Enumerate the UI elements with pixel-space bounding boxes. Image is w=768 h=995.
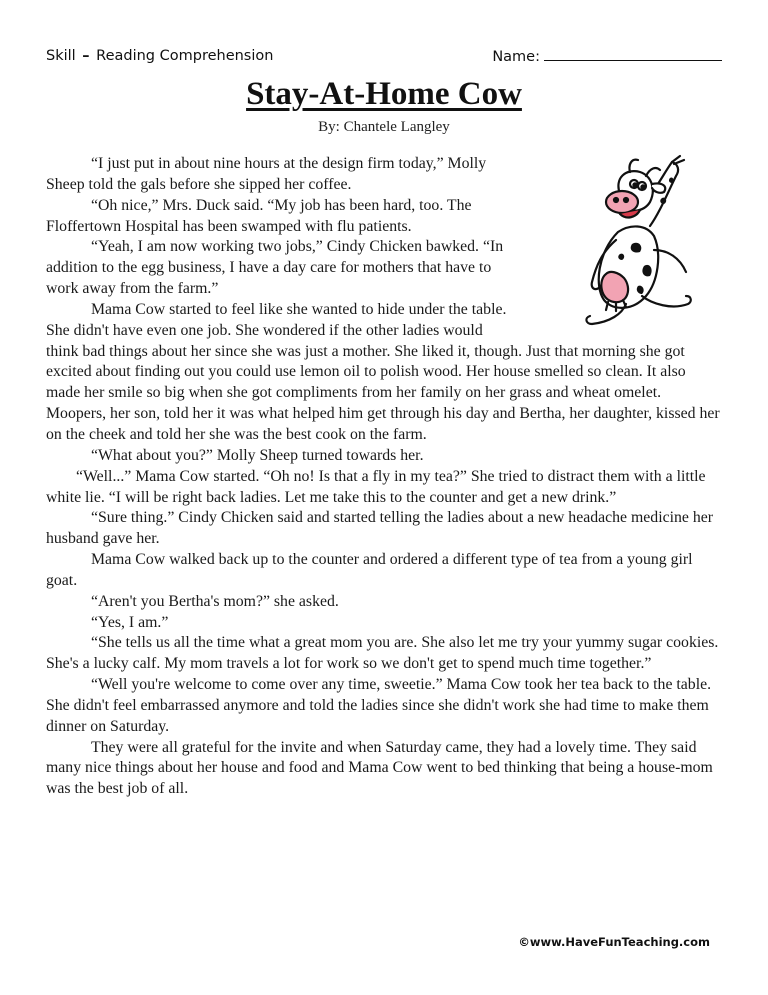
story-paragraph: “Yes, I am.” [91, 613, 169, 631]
footer-copyright: ©www.HaveFunTeaching.com [518, 935, 710, 949]
story-paragraph: “She tells us all the time what a great mom you are. She also let me try your yummy sugar cookies. She's a lucky calf. My mom travels a lot for work so we don't get to spend much time together.” [46, 634, 719, 673]
story-paragraph: They were all grateful for the invite and when Saturday came, they had a lovely time. They said many nice things about her house and food and Mama Cow went to bed thinking that being a house-mom was the best job of all. [46, 738, 713, 798]
story-paragraph: “Yeah, I am now working two jobs,” Cindy Chicken bawked. “In addition to the egg business, I have a day care for mothers that have to work away from the farm.” [46, 238, 504, 298]
cow-illustration [522, 154, 722, 330]
dancing-cow-icon [522, 154, 722, 330]
story-paragraph: “I just put in about nine hours at the design firm today,” Molly Sheep told the gals before she sipped her coffee. [46, 155, 487, 193]
story-paragraph: “What about you?” Molly Sheep turned towards her. [91, 446, 424, 464]
story-paragraph: “Oh nice,” Mrs. Duck said. “My job has been hard, too. The Floffertown Hospital has been swamped with flu patients. [46, 196, 472, 235]
worksheet-header [46, 48, 722, 70]
skill-label-text: Skill [46, 48, 76, 64]
story-paragraph: “Sure thing.” Cindy Chicken said and started telling the ladies about a new headache medicine her husband gave her. [46, 509, 714, 548]
story-paragraph: “Well...” Mama Cow started. “Oh no! Is that a fly in my tea?” She tried to distract them with a little white lie. “I will be right back ladies. Let me take this to the counter and get a new drink.” [46, 467, 706, 506]
skill-value: Reading Comprehension [96, 48, 274, 64]
name-blank-line [544, 48, 722, 61]
story-body [46, 154, 722, 800]
story-paragraph: “Well you're welcome to come over any time, sweetie.” Mama Cow took her tea back to the table. She didn't feel embarrassed anymore and told the ladies since she didn't work she had time to make them dinner on Saturday. [46, 676, 712, 735]
skill-label [46, 48, 273, 64]
byline: By: Chantele Langley [318, 119, 450, 135]
story-paragraph: “Aren't you Bertha's mom?” she asked. [91, 592, 339, 610]
skill-dash: – [82, 48, 90, 64]
name-label: Name: [492, 49, 540, 65]
page-title: Stay-At-Home Cow [246, 76, 522, 112]
name-field [492, 48, 722, 65]
story-paragraph: Mama Cow started to feel like she wanted to hide under the table. She didn't have even one job. She wondered if the other ladies would think bad things about her since she was just a mother. She liked it, though. Just that morning she got excited about finding out you could use lemon oil to polish wood. Her house smelled so clean. It also made her smile so big when she got compliments from her family on her grass and wheat omelet. Moopers, her son, told her it was what helped him get through his day and Bertha, her daughter, kissed her on the cheek and told her she was the best cook on the farm. [46, 300, 720, 443]
story-paragraph: Mama Cow walked back up to the counter and ordered a different type of tea from a young girl goat. [46, 551, 693, 589]
